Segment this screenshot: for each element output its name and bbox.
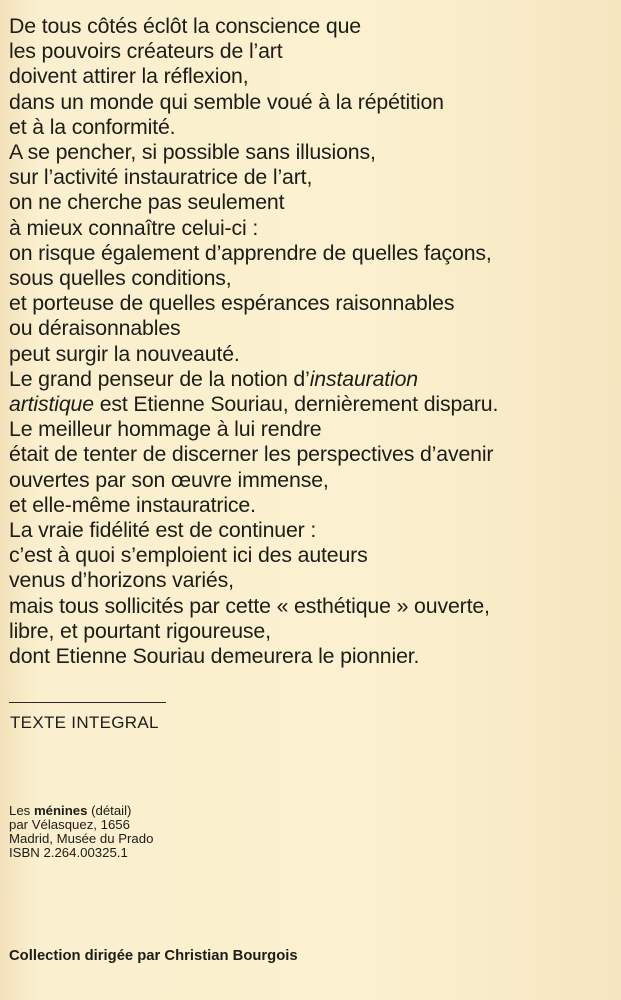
blurb-text: est Etienne Souriau, dernièrement disparu. — [93, 392, 499, 417]
blurb-line: on ne cherche pas seulement — [9, 190, 285, 215]
blurb-line: A se pencher, si possible sans illusions, — [9, 140, 376, 165]
painting-title: ménines — [33, 803, 88, 818]
blurb-line: peut surgir la nouveauté. — [9, 341, 240, 366]
blurb-line: les pouvoirs créateurs de l’art — [9, 39, 283, 64]
credit-museum: Madrid, Musée du Prado — [9, 831, 154, 846]
credit-painting — [9, 804, 153, 818]
blurb-line: était de tenter de discerner les perspectives d’avenir — [9, 442, 494, 467]
blurb-line: Le meilleur hommage à lui rendre — [9, 417, 322, 442]
credit-text: Les — [9, 803, 34, 818]
credit-text: (détail) — [87, 803, 132, 818]
blurb-line: dans un monde qui semble voué à la répétition — [9, 89, 444, 114]
blurb-line: sous quelles conditions, — [9, 266, 232, 291]
blurb-line: et porteuse de quelles espérances raisonnables — [9, 291, 455, 316]
blurb-line: c’est à quoi s’emploient ici des auteurs — [9, 543, 368, 568]
blurb-line: venus d’horizons variés, — [9, 568, 234, 593]
blurb-line: sur l’activité instauratrice de l’art, — [9, 165, 313, 190]
blurb-line-artistique — [9, 392, 498, 417]
blurb-line: mais tous sollicités par cette « esthétique » ouverte, — [9, 593, 490, 618]
blurb-text: Le grand penseur de la notion d’ — [9, 366, 310, 391]
blurb-line: De tous côtés éclôt la conscience que — [9, 14, 361, 38]
isbn: ISBN 2.264.00325.1 — [9, 845, 128, 860]
blurb-line: doivent attirer la réflexion, — [9, 64, 249, 89]
back-cover-blurb — [9, 14, 498, 669]
collection-editor: Collection dirigée par Christian Bourgois — [9, 948, 298, 964]
blurb-line: ouvertes par son œuvre immense, — [9, 467, 329, 492]
blurb-line-instauration — [9, 367, 498, 392]
blurb-line: à mieux connaître celui-ci : — [9, 215, 259, 240]
blurb-line: libre, et pourtant rigoureuse, — [9, 618, 271, 643]
blurb-line: ou déraisonnables — [9, 316, 181, 341]
blurb-line: on risque également d’apprendre de quelles façons, — [9, 240, 492, 265]
cover-credits — [9, 804, 153, 860]
blurb-line: et elle-même instauratrice. — [9, 492, 256, 517]
edition-note: TEXTE INTEGRAL — [10, 713, 159, 732]
divider-rule — [9, 702, 166, 703]
blurb-line: et à la conformité. — [9, 114, 176, 139]
italic-term: instauration — [309, 366, 419, 391]
italic-term: artistique — [9, 392, 94, 417]
credit-artist: par Vélasquez, 1656 — [9, 817, 130, 832]
blurb-line: dont Etienne Souriau demeurera le pionnier. — [9, 644, 420, 669]
blurb-line: La vraie fidélité est de continuer : — [9, 518, 317, 543]
